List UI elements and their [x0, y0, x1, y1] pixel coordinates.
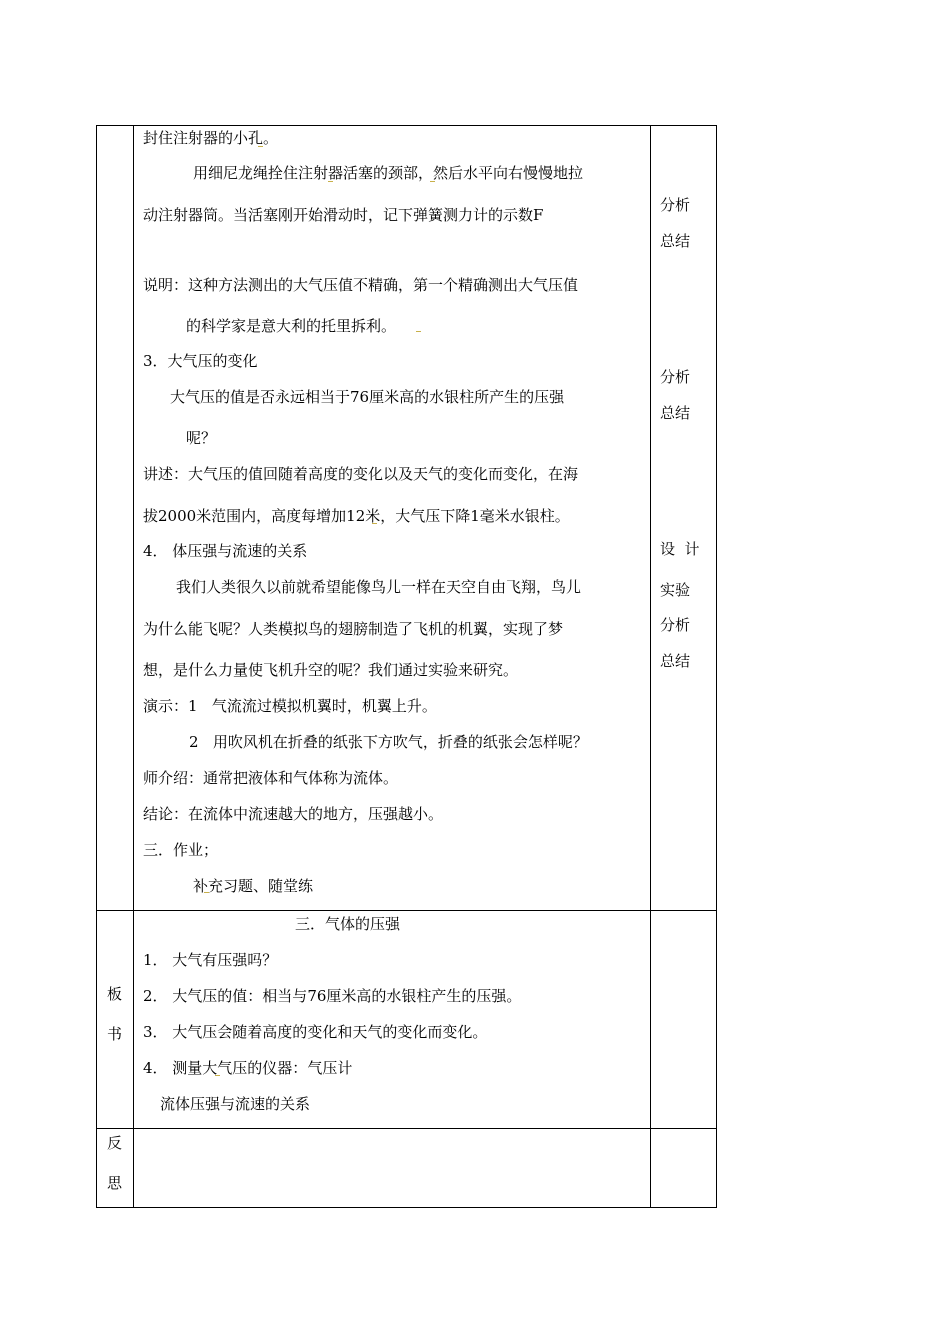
- side-note: 总结: [660, 652, 691, 670]
- column-divider-1: [133, 125, 134, 1208]
- side-note: 分析: [660, 368, 691, 386]
- table-border-bottom: [96, 1207, 717, 1208]
- content-line: 大气压的值是否永远相当于76厘米高的水银柱所产生的压强: [170, 388, 565, 406]
- content-line: 讲述：大气压的值回随着高度的变化以及天气的变化而变化，在海: [143, 465, 579, 483]
- content-line: 我们人类很久以前就希望能像鸟儿一样在天空自由飞翔，鸟儿: [176, 578, 582, 596]
- content-line: 想，是什么力量使飞机升空的呢？我们通过实验来研究。: [143, 661, 519, 679]
- board-item: 2． 大气压的值：相当与76厘米高的水银柱产生的压强。: [143, 987, 522, 1005]
- side-note: 总结: [660, 232, 691, 250]
- board-item: 3． 大气压会随着高度的变化和天气的变化而变化。: [143, 1023, 488, 1041]
- proofread-mark: [204, 889, 209, 893]
- content-line: 2 用吹风机在折叠的纸张下方吹气，折叠的纸张会怎样呢？: [189, 733, 588, 751]
- content-line: 三．作业；: [143, 841, 219, 859]
- row-label-reflection: 思: [107, 1174, 123, 1192]
- proofread-mark: [258, 143, 263, 147]
- content-line: 结论：在流体中流速越大的地方，压强越小。: [143, 805, 444, 823]
- side-note: 分析: [660, 616, 691, 634]
- side-note: 实验: [660, 581, 691, 599]
- proofread-mark: [372, 520, 377, 524]
- content-line: 动注射器筒。当活塞刚开始滑动时，记下弹簧测力计的示数F: [143, 206, 544, 224]
- table-border-top: [96, 125, 717, 126]
- content-line: 呢？: [186, 429, 217, 447]
- content-line: 演示：1 气流流过模拟机翼时，机翼上升。: [143, 697, 437, 715]
- proofread-mark: [430, 178, 435, 182]
- content-line: 4． 体压强与流速的关系: [143, 542, 308, 560]
- table-border-left: [96, 125, 97, 1208]
- content-line: 的科学家是意大利的托里拆利。: [186, 317, 397, 335]
- proofread-mark: [328, 178, 333, 182]
- table-border-right: [716, 125, 717, 1208]
- content-line: 拔2000米范围内，高度每增加12米，大气压下降1毫米水银柱。: [143, 507, 570, 525]
- board-item: 4． 测量大气压的仪器：气压计: [143, 1059, 353, 1077]
- side-note: 分析: [660, 196, 691, 214]
- row-label-board: 书: [107, 1025, 123, 1043]
- board-item: 1． 大气有压强吗？: [143, 951, 278, 969]
- row-divider-reflection: [96, 1128, 717, 1129]
- row-label-reflection: 反: [107, 1134, 123, 1152]
- proofread-mark: [215, 1072, 220, 1076]
- board-title: 三．气体的压强: [295, 915, 401, 933]
- content-line: 3．大气压的变化: [143, 352, 258, 370]
- board-item: 流体压强与流速的关系: [160, 1095, 311, 1113]
- content-line: 师介绍：通常把液体和气体称为流体。: [143, 769, 399, 787]
- column-divider-2: [650, 125, 651, 1208]
- row-divider-board: [96, 910, 717, 911]
- content-line: 说明：这种方法测出的大气压值不精确，第一个精确测出大气压值: [143, 276, 579, 294]
- side-note: 设 计: [660, 540, 700, 558]
- content-line: 用细尼龙绳拴住注射器活塞的颈部，然后水平向右慢慢地拉: [193, 164, 584, 182]
- proofread-mark: [416, 328, 421, 332]
- side-note: 总结: [660, 404, 691, 422]
- content-line: 为什么能飞呢？人类模拟鸟的翅膀制造了飞机的机翼，实现了梦: [143, 620, 564, 638]
- row-label-board: 板: [107, 985, 123, 1003]
- content-line: 补充习题、随堂练: [193, 877, 314, 895]
- content-line: 封住注射器的小孔。: [143, 129, 279, 147]
